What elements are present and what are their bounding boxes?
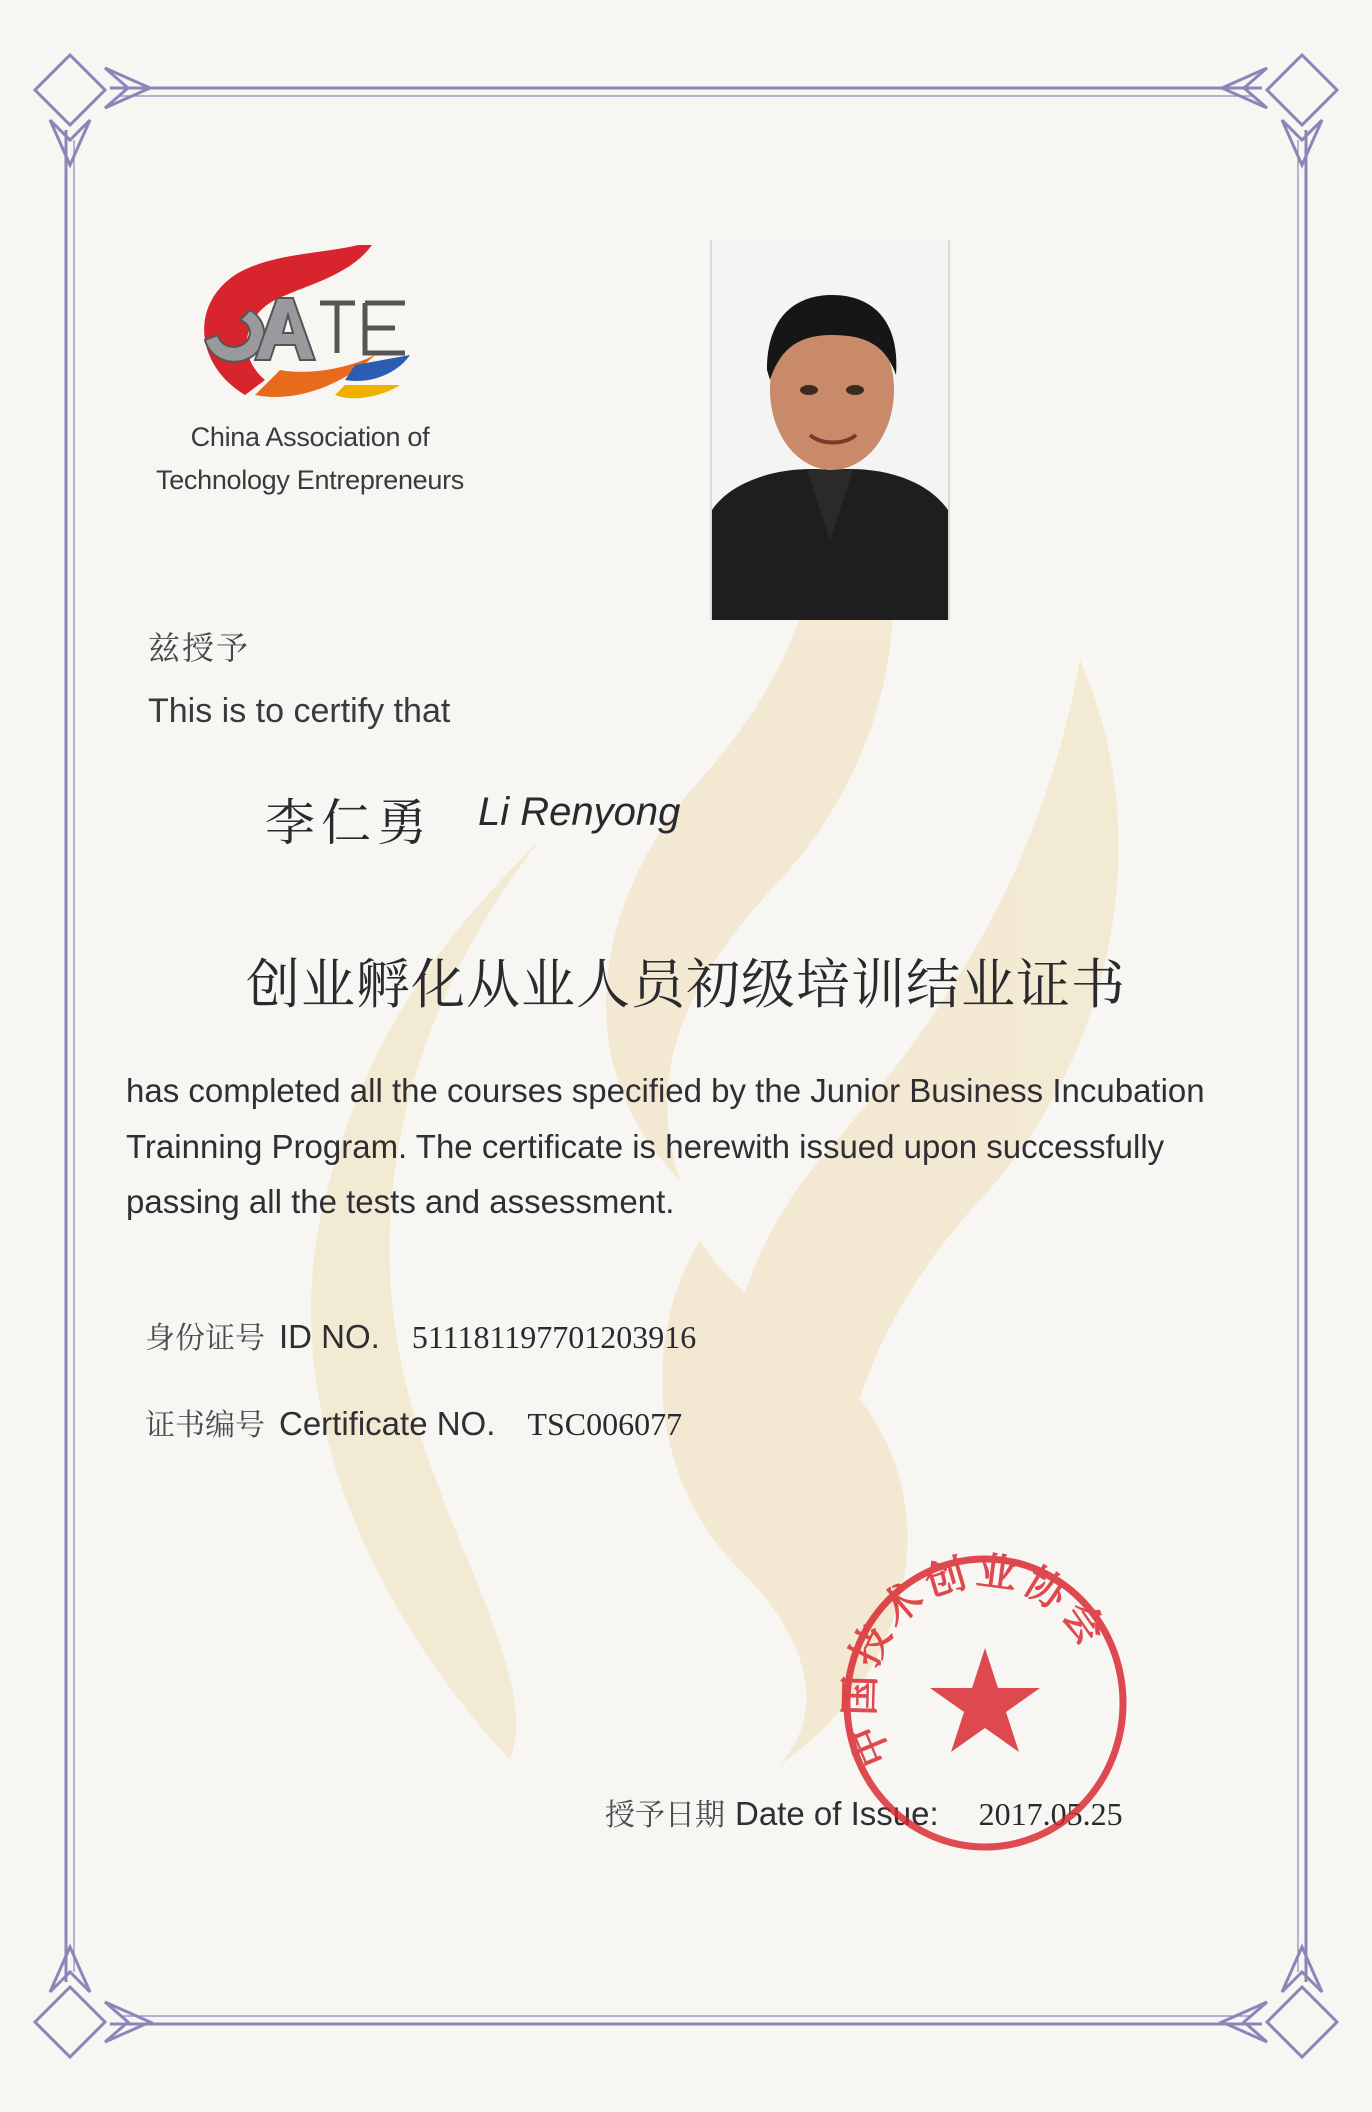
body-text-line2: Trainning Program. The certificate is herewith issued upon successfully: [126, 1128, 1165, 1165]
certificate-number-value: TSC006077: [527, 1406, 683, 1442]
svg-text:中国技术创业协会: [837, 1548, 1117, 1773]
cert-label-en: Certificate NO.: [279, 1405, 496, 1442]
id-label-cn: 身份证号: [145, 1321, 265, 1356]
organization-name-line2: Technology Entrepreneurs: [156, 465, 464, 495]
certificate-number-row: [145, 1400, 682, 1444]
seal-text: 中国技术创业协会: [837, 1548, 1117, 1773]
issue-label-cn: 授予日期: [605, 1798, 725, 1833]
grant-label-cn: 兹授予: [148, 629, 251, 667]
issue-date-value: 2017.05.25: [978, 1796, 1123, 1832]
person-icon: [712, 240, 948, 620]
official-seal: [835, 1548, 1135, 1858]
body-text-line1: has completed all the courses specified by the Junior Business Incubation: [126, 1072, 1205, 1109]
body-text-line3: passing all the tests and assessment.: [126, 1183, 675, 1220]
star-icon: [930, 1648, 1040, 1752]
certificate-title: 创业孵化从业人员初级培训结业证书: [246, 953, 1126, 1016]
cert-label-cn: 证书编号: [145, 1408, 265, 1443]
portrait-photo: [710, 240, 950, 620]
id-label-en: ID NO.: [279, 1318, 380, 1355]
id-number-value: 511181197701203916: [411, 1319, 697, 1355]
recipient-name-cn: 李仁勇: [265, 794, 433, 852]
issue-label-en: Date of Issue:: [735, 1795, 939, 1832]
grant-label-en: This is to certify that: [148, 692, 451, 730]
recipient-name-en: Li Renyong: [478, 790, 681, 834]
cate-logo: [185, 245, 425, 405]
id-number-row: [145, 1313, 696, 1357]
organization-name-line1: China Association of: [190, 422, 430, 452]
